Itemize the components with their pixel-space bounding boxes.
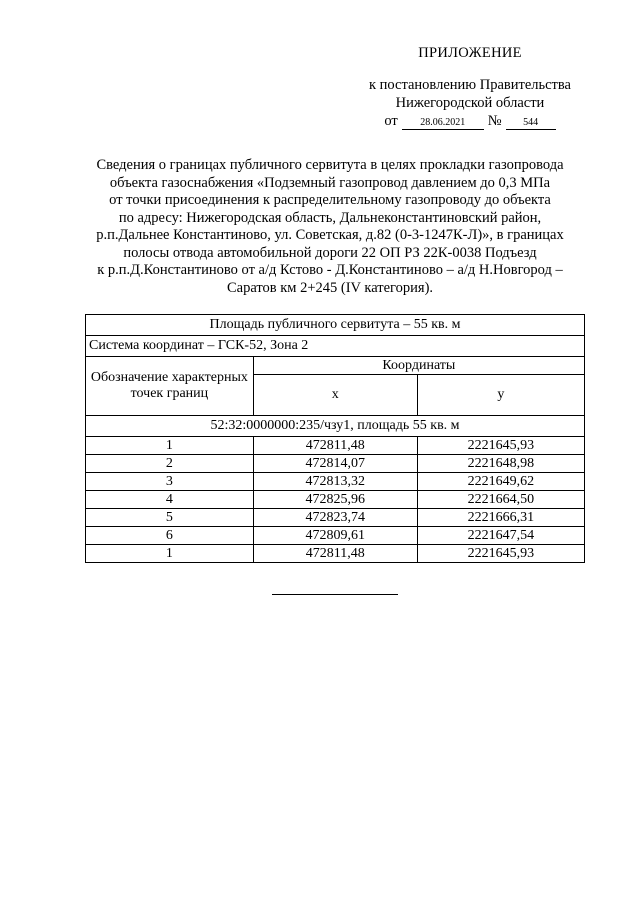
y-cell: 2221664,50 <box>417 491 584 509</box>
x-cell: 472811,48 <box>253 545 417 563</box>
heading-line: полосы отвода автомобильной дороги 22 ОП РЗ 22К-0038 Подъезд <box>123 244 537 261</box>
from-label: от <box>384 113 398 129</box>
heading-line: Сведения о границах публичного сервитута в целях прокладки газопровода <box>96 157 564 173</box>
resolution-line: к постановлению Правительства <box>369 77 571 93</box>
area-title: Площадь публичного сервитута – 55 кв. м <box>86 315 585 336</box>
y-cell: 2221645,93 <box>417 545 584 563</box>
region-line: Нижегородской области <box>395 95 545 111</box>
heading-line: от точки присоединения к распределительному газопроводу до объекта <box>109 192 551 208</box>
column-header-row <box>86 357 585 375</box>
coord-system-row <box>86 336 585 357</box>
table-row <box>86 455 585 473</box>
point-cell: 1 <box>86 545 254 563</box>
document-heading <box>80 157 580 297</box>
table-row <box>86 545 585 563</box>
y-column-header: y <box>417 375 584 416</box>
y-cell: 2221648,98 <box>417 455 584 473</box>
x-cell: 472811,48 <box>253 437 417 455</box>
order-line <box>360 112 580 130</box>
heading-line: объекта газоснабжения «Подземный газопровод давлением до 0,3 МПа <box>109 174 551 191</box>
coord-system: Система координат – ГСК-52, Зона 2 <box>86 336 585 357</box>
heading-line: к р.п.Д.Константиново от а/д Кстово - Д.Константиново – а/д Н.Новгород – <box>97 262 563 278</box>
table-row <box>86 473 585 491</box>
point-cell: 1 <box>86 437 254 455</box>
x-cell: 472825,96 <box>253 491 417 509</box>
closing-rule <box>272 594 398 595</box>
y-cell: 2221666,31 <box>417 509 584 527</box>
heading-line: р.п.Дальнее Константиново, ул. Советская, д.82 (0-3-1247К-Л)», в границах <box>96 227 564 243</box>
area-row <box>86 315 585 336</box>
parcel-row <box>86 416 585 437</box>
parcel-label: 52:32:0000000:235/чзу1, площадь 55 кв. м <box>86 416 585 437</box>
points-column-header: Обозначение характерных точек границ <box>86 357 254 416</box>
y-cell: 2221649,62 <box>417 473 584 491</box>
y-cell: 2221647,54 <box>417 527 584 545</box>
x-cell: 472809,61 <box>253 527 417 545</box>
point-cell: 2 <box>86 455 254 473</box>
point-cell: 6 <box>86 527 254 545</box>
table-row <box>86 527 585 545</box>
point-cell: 3 <box>86 473 254 491</box>
appendix-title: ПРИЛОЖЕНИЕ <box>418 45 522 61</box>
x-cell: 472813,32 <box>253 473 417 491</box>
point-cell: 4 <box>86 491 254 509</box>
coords-column-header: Координаты <box>253 357 584 375</box>
order-number: 544 <box>506 117 556 130</box>
table-row <box>86 509 585 527</box>
heading-line: по адресу: Нижегородская область, Дальнеконстантиновский район, <box>118 209 542 226</box>
coordinates-table <box>85 314 585 563</box>
table-row <box>86 491 585 509</box>
x-column-header: x <box>253 375 417 416</box>
appendix-header <box>360 44 580 130</box>
number-label: № <box>487 113 502 129</box>
point-cell: 5 <box>86 509 254 527</box>
order-date: 28.06.2021 <box>402 117 484 130</box>
y-cell: 2221645,93 <box>417 437 584 455</box>
heading-line: Саратов км 2+245 (IV категория). <box>226 279 434 296</box>
table-row <box>86 437 585 455</box>
x-cell: 472823,74 <box>253 509 417 527</box>
x-cell: 472814,07 <box>253 455 417 473</box>
